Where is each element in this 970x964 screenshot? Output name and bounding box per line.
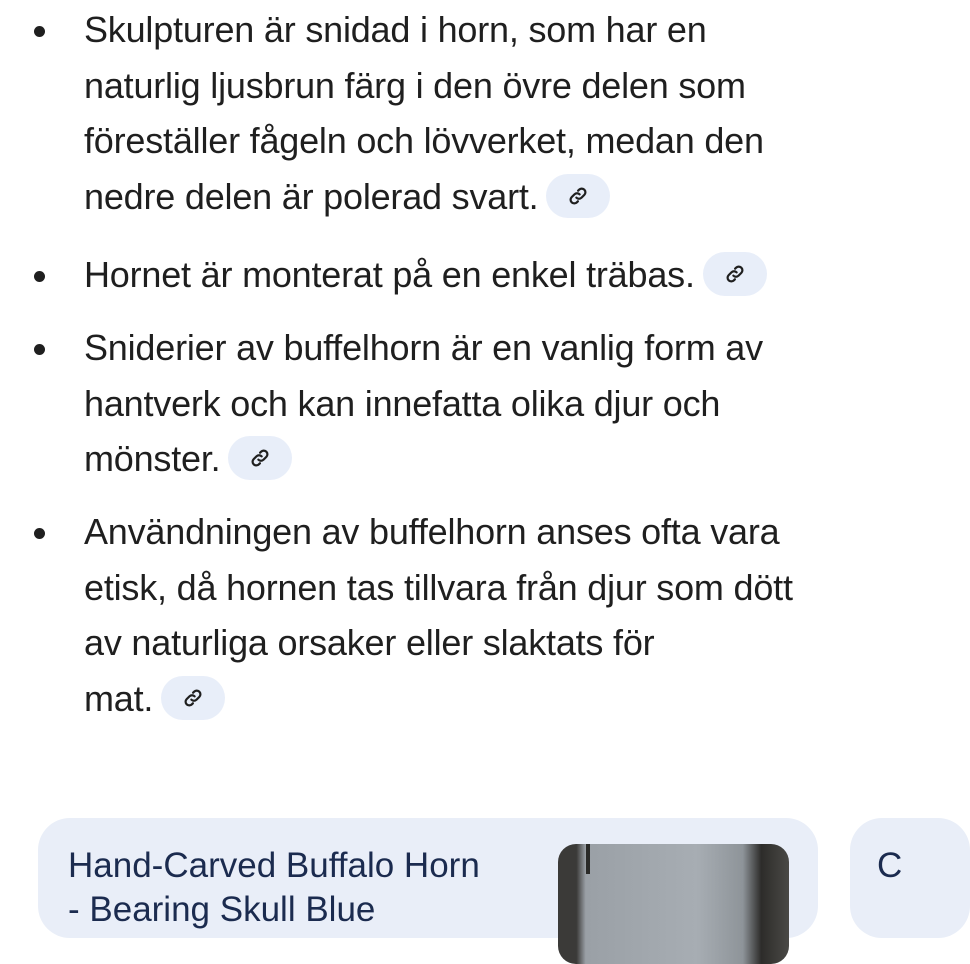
link-icon [249,447,271,469]
source-card-title-line: Hand-Carved Buffalo Horn [68,846,480,885]
link-icon [724,263,746,285]
source-card-title [68,844,538,932]
bullet-line: naturlig ljusbrun färg i den övre delen som [84,64,746,106]
source-card-title-line: - Bearing Skull Blue [68,890,376,929]
bullet-line: mönster. [84,438,221,479]
bullet-dot [34,528,45,539]
source-card-title: C [877,846,903,885]
bullet-line-with-citation [84,431,864,487]
citation-chip[interactable] [228,436,292,480]
source-card[interactable] [38,818,818,938]
bullet-line: etisk, då hornen tas tillvara från djur som dött [84,566,793,608]
source-card-thumbnail [558,844,789,964]
bullet-line: mat. [84,677,154,719]
bullet-line: nedre delen är polerad svart. [84,175,539,217]
bullet-dot [34,344,45,355]
bullet-dot [34,26,45,37]
bullet-line: Användningen av buffelhorn anses ofta vara [84,511,780,552]
bullet-line: Skulpturen är snidad i horn, som har en [84,9,707,50]
bullet-line-with-citation [84,247,864,303]
bullet-text [84,504,864,726]
bullet-line: föreställer fågeln och lövverket, medan den [84,120,764,161]
source-card-next[interactable] [850,818,970,938]
bullet-line: Hornet är monterat på en enkel träbas. [84,254,695,295]
citation-chip[interactable] [546,174,610,218]
bullet-text [84,247,864,303]
thumbnail-shade [586,844,590,874]
link-icon [182,687,204,709]
bullet-dot [34,271,45,282]
bullet-line: hantverk och kan innefatta olika djur och [84,382,721,424]
bullet-line: Sniderier av buffelhorn är en vanlig form av [84,327,763,368]
link-icon [567,185,589,207]
bullet-line: av naturliga orsaker eller slaktats för [84,622,655,663]
citation-chip[interactable] [703,252,767,296]
bullet-line-with-citation [84,169,864,225]
bullet-line-with-citation [84,671,864,727]
citation-chip[interactable] [161,676,225,720]
bullet-text [84,2,864,224]
bullet-text [84,320,864,487]
